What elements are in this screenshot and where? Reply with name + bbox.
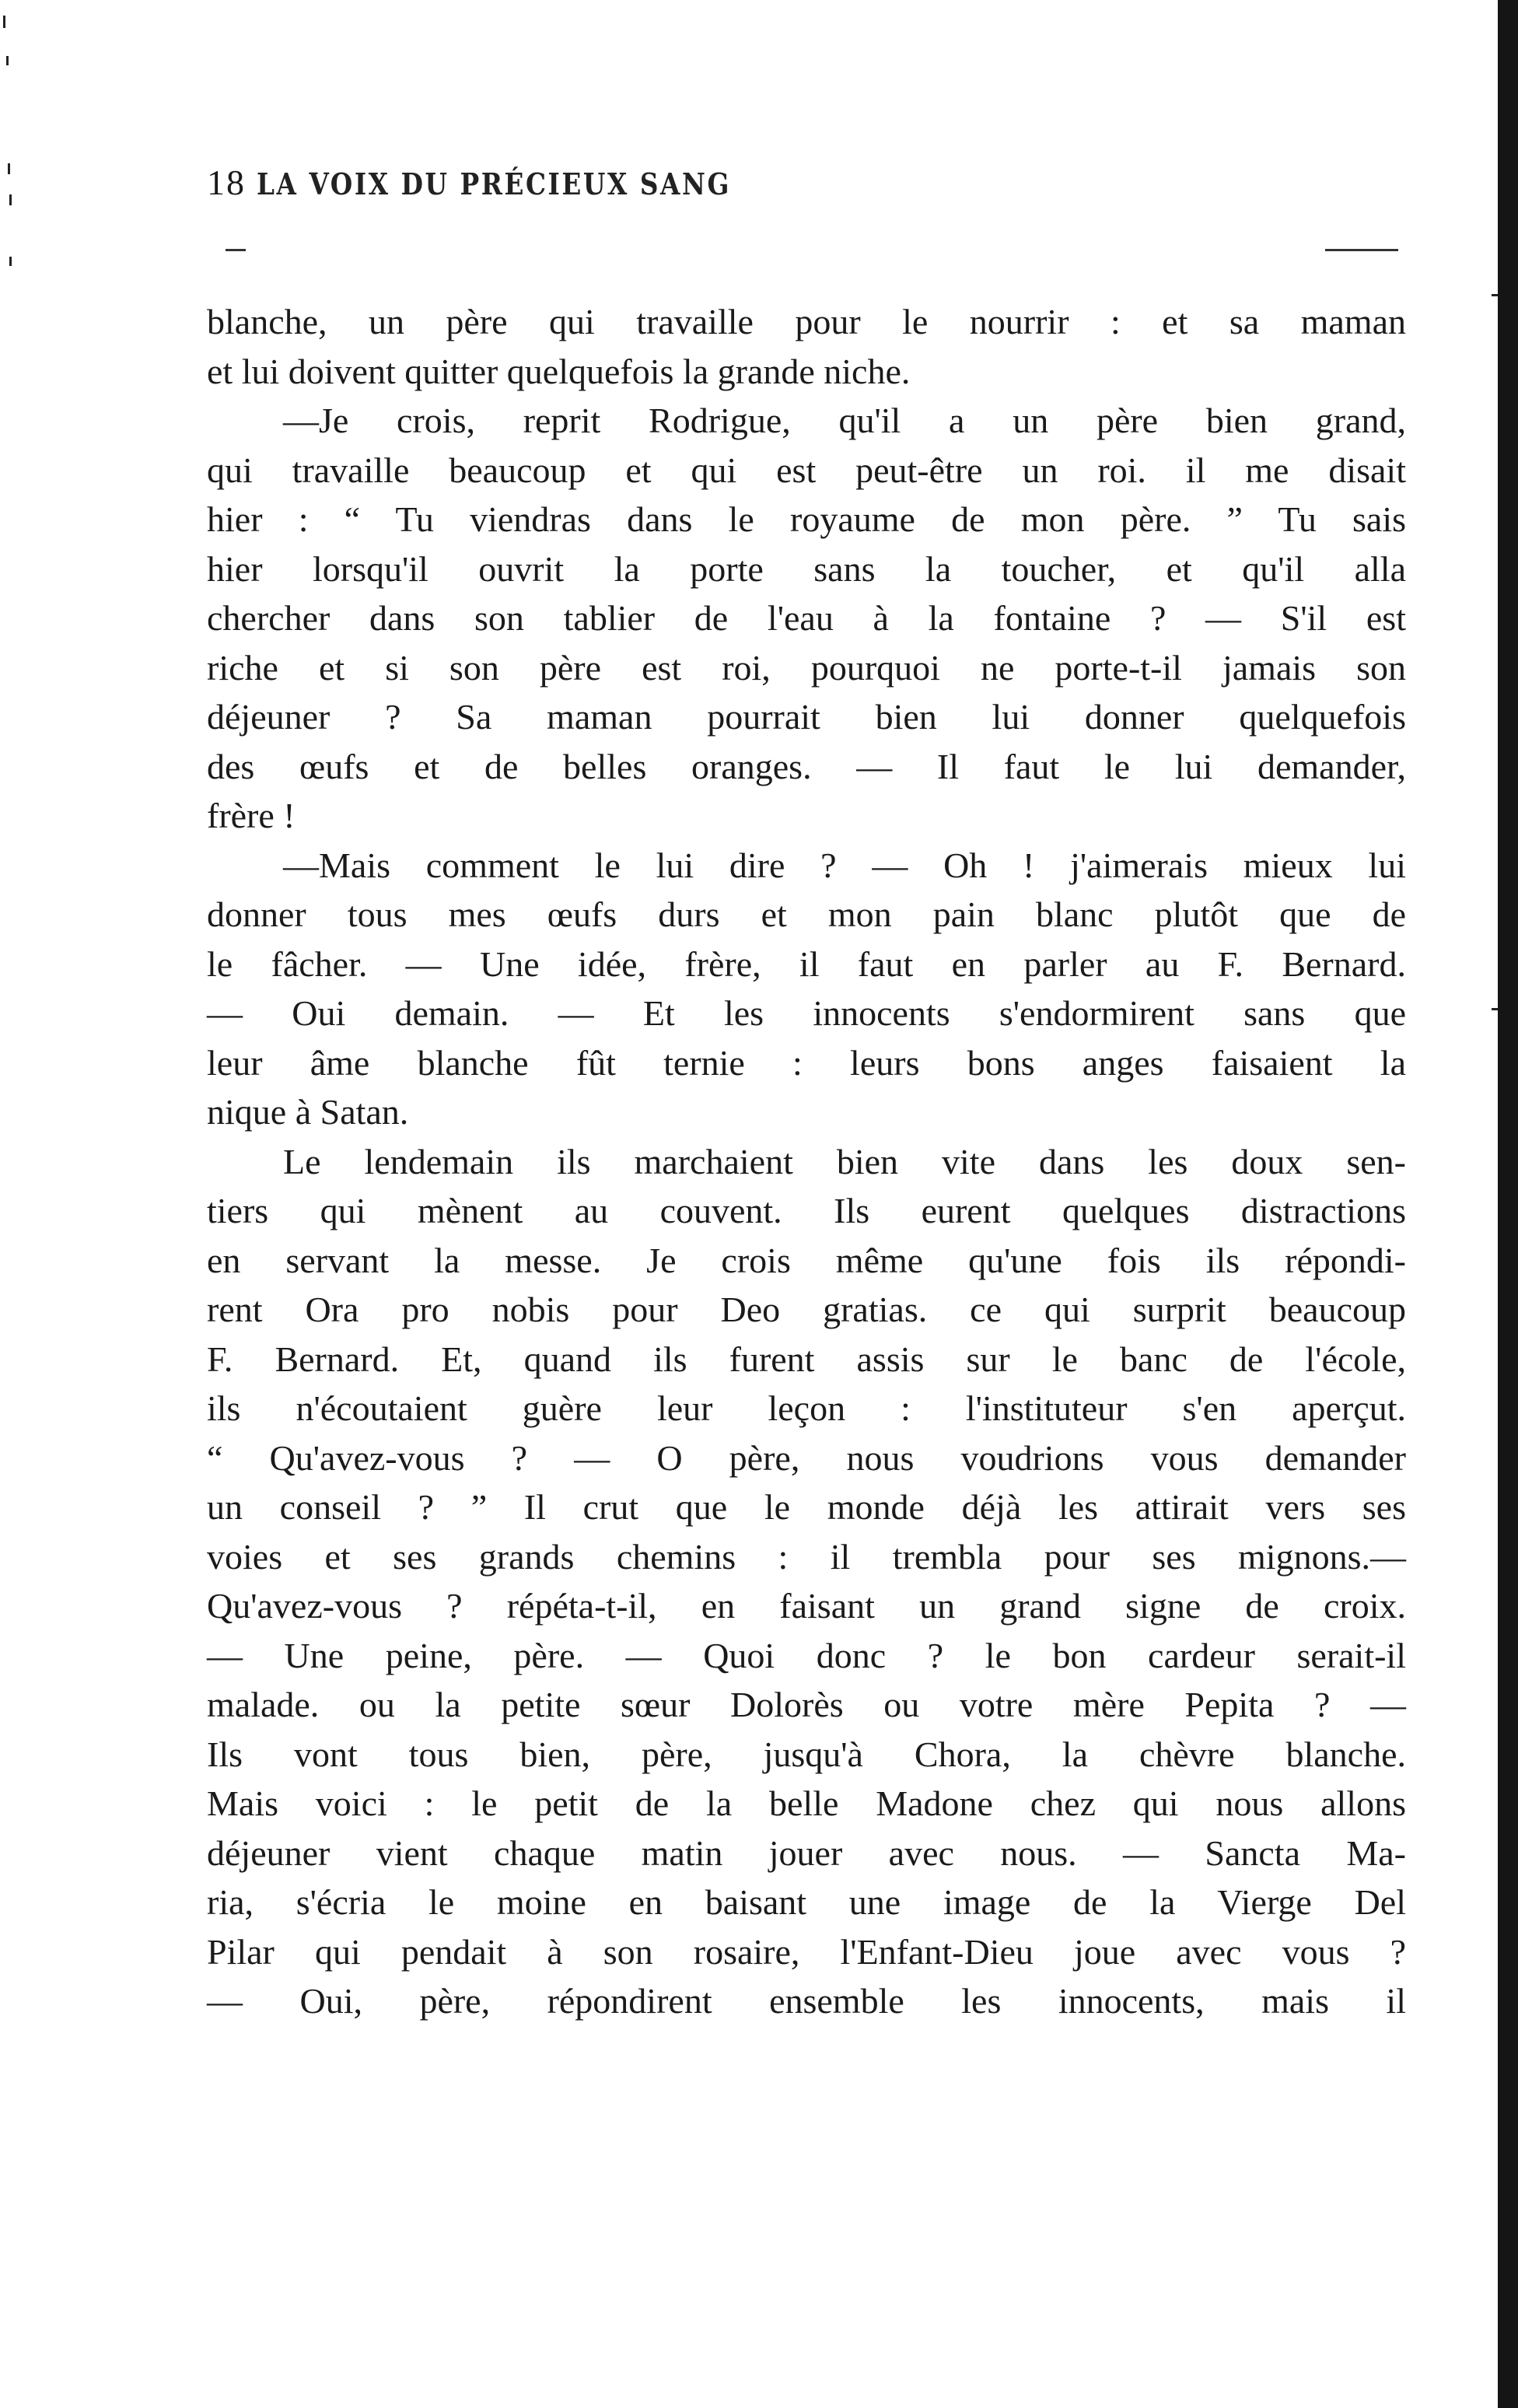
text-line: hier : “ Tu viendras dans le royaume de mon père. ” Tu sais	[207, 499, 1406, 539]
scan-speck	[8, 163, 10, 174]
text-line: — Oui, père, répondirent ensemble les innocents, mais il	[207, 1981, 1406, 2021]
text-line: donner tous mes œufs durs et mon pain blanc plutôt que de	[207, 894, 1406, 934]
text-line: malade. ou la petite sœur Dolorès ou votre mère Pepita ? —	[207, 1685, 1406, 1724]
text-line: qui travaille beaucoup et qui est peut-être un roi. il me disait	[207, 450, 1406, 490]
text-line: —Je crois, reprit Rodrigue, qu'il a un père bien grand,	[283, 401, 1406, 440]
scan-edge-bar	[1498, 0, 1518, 2408]
text-line: des œufs et de belles oranges. — Il faut le lui demander,	[207, 746, 1406, 786]
text-line: en servant la messe. Je crois même qu'une fois ils répondi-	[207, 1240, 1406, 1280]
text-line: “ Qu'avez-vous ? — O père, nous voudrions vous demander	[207, 1437, 1406, 1478]
scan-speck	[1492, 294, 1498, 296]
text-line: chercher dans son tablier de l'eau à la fontaine ? — S'il est	[207, 598, 1406, 638]
header-rule-left	[226, 249, 246, 251]
page-header	[207, 162, 808, 216]
text-line: un conseil ? ” Il crut que le monde déjà les attirait vers ses	[207, 1487, 1406, 1527]
text-line: Qu'avez-vous ? répéta-t-il, en faisant un grand signe de croix.	[207, 1586, 1406, 1626]
text-line: rent Ora pro nobis pour Deo gratias. ce qui surprit beaucoup	[207, 1290, 1406, 1329]
scan-speck	[9, 194, 12, 205]
text-line: voies et ses grands chemins : il trembla pour ses mignons.—	[207, 1536, 1406, 1577]
scan-speck	[6, 56, 9, 65]
scan-speck	[9, 257, 12, 266]
text-line: blanche, un père qui travaille pour le nourrir : et sa maman	[207, 302, 1406, 341]
text-line: riche et si son père est roi, pourquoi ne porte-t-il jamais son	[207, 647, 1406, 688]
text-line: déjeuner ? Sa maman pourrait bien lui donner quelquefois	[207, 697, 1406, 737]
text-line: Ils vont tous bien, père, jusqu'à Chora, la chèvre blanche.	[207, 1734, 1406, 1774]
text-line: nique à Satan.	[207, 1092, 409, 1132]
text-line: Le lendemain ils marchaient bien vite dans les doux sen-	[283, 1141, 1406, 1181]
text-line: — Une peine, père. — Quoi donc ? le bon cardeur serait-il	[207, 1635, 1406, 1675]
text-line: —Mais comment le lui dire ? — Oh ! j'aimerais mieux lui	[283, 845, 1406, 885]
text-line: le fâcher. — Une idée, frère, il faut en parler au F. Bernard.	[207, 943, 1406, 984]
text-line: déjeuner vient chaque matin jouer avec nous. — Sancta Ma-	[207, 1832, 1406, 1873]
page-number: 18	[207, 163, 246, 202]
text-line: F. Bernard. Et, quand ils furent assis sur le banc de l'école,	[207, 1339, 1406, 1379]
text-line: et lui doivent quitter quelquefois la grande niche.	[207, 351, 911, 391]
text-line: ils n'écoutaient guère leur leçon : l'instituteur s'en aperçut.	[207, 1388, 1406, 1428]
text-line: tiers qui mènent au couvent. Ils eurent quelques distractions	[207, 1191, 1406, 1230]
text-line: Mais voici : le petit de la belle Madone chez qui nous allons	[207, 1783, 1406, 1823]
text-line: frère !	[207, 796, 296, 835]
running-title: LA VOIX DU PRÉCIEUX SANG	[257, 166, 731, 201]
text-line: hier lorsqu'il ouvrit la porte sans la toucher, et qu'il alla	[207, 548, 1406, 589]
text-line: Pilar qui pendait à son rosaire, l'Enfant-Dieu joue avec vous ?	[207, 1931, 1406, 1972]
text-line: leur âme blanche fût ternie : leurs bons anges faisaient la	[207, 1042, 1406, 1083]
scan-speck	[3, 16, 5, 28]
text-line: ria, s'écria le moine en baisant une image de la Vierge Del	[207, 1882, 1406, 1922]
body-text	[207, 297, 1406, 2026]
scan-speck	[1492, 1008, 1498, 1010]
header-rule-right	[1325, 249, 1398, 251]
text-line: — Oui demain. — Et les innocents s'endormirent sans que	[207, 993, 1406, 1033]
